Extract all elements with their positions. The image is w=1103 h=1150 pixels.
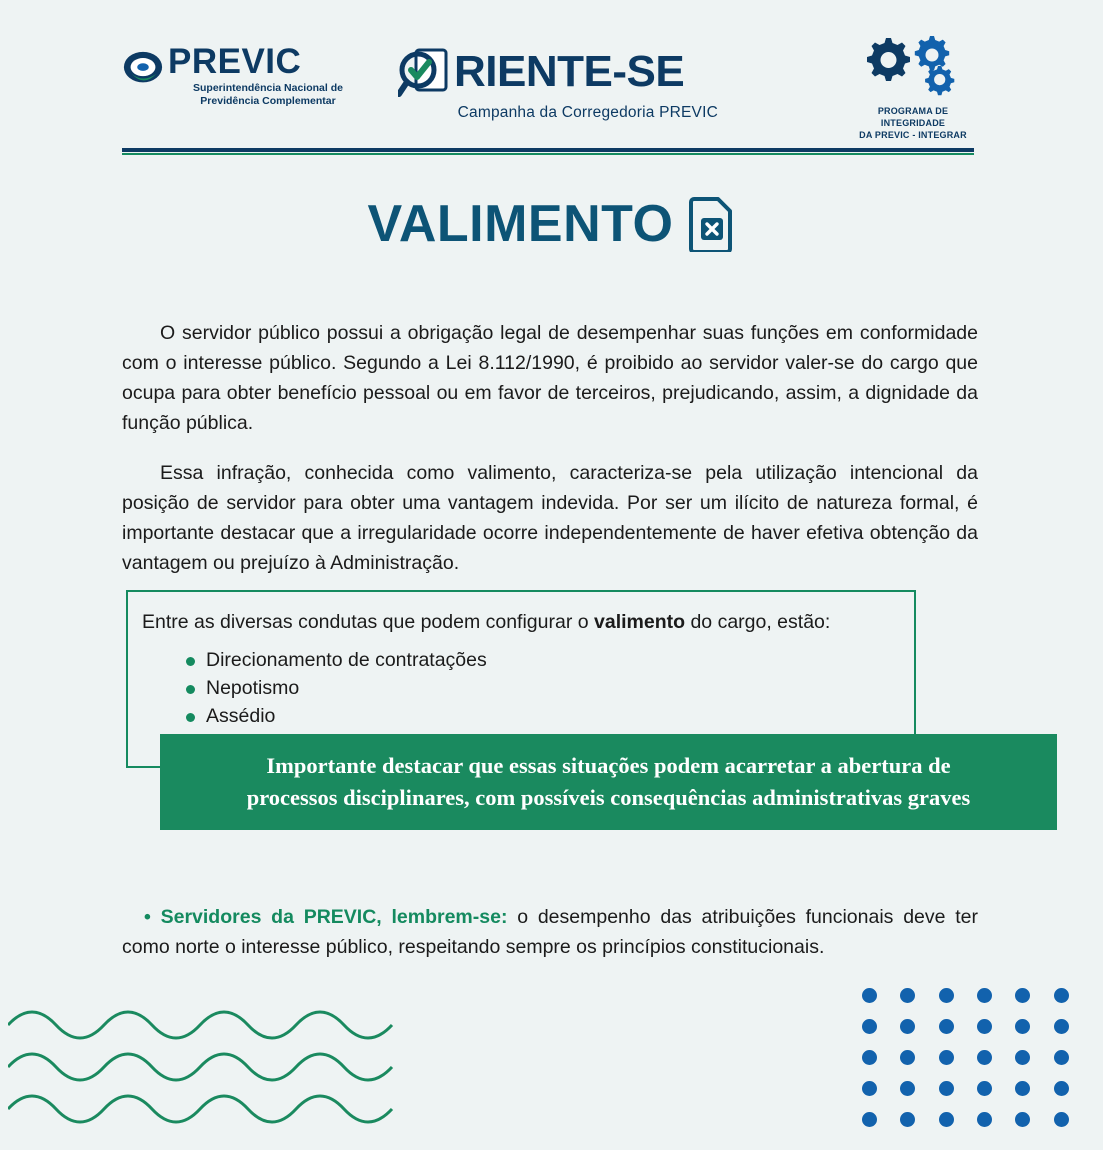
- previc-logo: [122, 44, 368, 108]
- dot-grid-decoration: [862, 988, 1092, 1143]
- callout-line-one: Importante destacar que essas situações podem acarretar a abertura de: [266, 753, 951, 779]
- previc-wordmark: PREVIC: [168, 42, 302, 81]
- paragraph-one: [122, 318, 978, 439]
- paragraph-one-text: O servidor público possui a obrigação legal de desempenhar suas funções em conformidade com o interesse público. Segundo a Lei 8.112/1990, é proibido ao servidor valer-se do cargo que ocupa para obter benefício pessoal ou em favor de terceiros, prejudicando, assim, a dignidade da função pública.: [122, 321, 978, 435]
- gears-icon: [858, 34, 968, 96]
- conduct-lead-after: do cargo, estão:: [685, 611, 831, 633]
- integrity-caption-line1: PROGRAMA DE INTEGRIDADE: [877, 106, 949, 129]
- highlight-callout: [160, 734, 1057, 830]
- closing-rest: o desempenho das atribuições funcionais deve ter como norte o interesse público, respeitando sempre os princípios constitucionais.: [122, 905, 979, 958]
- previc-droplet-icon: [122, 48, 164, 90]
- header: [0, 0, 1103, 140]
- paragraph-two: [122, 458, 978, 579]
- campaign-tagline: Campanha da Corregedoria PREVIC: [457, 104, 718, 121]
- previc-subtitle-line1: Superintendência Nacional de: [193, 82, 343, 94]
- list-item: Assédio: [186, 703, 914, 731]
- callout-line-two: processos disciplinares, com possíveis consequências administrativas graves: [246, 785, 971, 810]
- document-x-icon: [689, 196, 735, 252]
- page-title: [0, 196, 1103, 252]
- conduct-lead-bold: valimento: [594, 611, 686, 633]
- list-item: Direcionamento de contratações: [186, 647, 914, 675]
- magnifier-checklist-icon: [398, 44, 454, 100]
- wave-lines-decoration: [8, 995, 398, 1125]
- conduct-lead-before: Entre as diversas condutas que podem configurar o: [142, 611, 595, 633]
- header-divider: [122, 148, 974, 152]
- conduct-box-lead: [142, 608, 914, 637]
- closing-note: [122, 902, 978, 962]
- conduct-list: [142, 647, 914, 730]
- closing-highlight: Servidores da PREVIC, lembrem-se:: [160, 905, 508, 928]
- integrity-caption-line2: DA PREVIC - INTEGRAR: [859, 130, 967, 141]
- paragraph-two-text: Essa infração, conhecida como valimento, caracteriza-se pela utilização intencional da posição de servidor para obter uma vantagem indevida. Por ser um ilícito de natureza formal, é importante destacar que a irregularidade ocorre independentemente de haver efetiva obtenção da vantagem ou prejuízo à Administração.: [122, 461, 978, 575]
- campaign-wordmark: RIENTE-SE: [454, 47, 685, 96]
- list-item: Nepotismo: [186, 675, 914, 703]
- previc-subtitle-line2: Previdência Complementar: [200, 95, 336, 108]
- campaign-logo: [398, 44, 718, 122]
- closing-bullet: •: [144, 905, 151, 928]
- integrity-program-logo: [848, 34, 978, 141]
- page-title-text: VALIMENTO: [367, 195, 674, 253]
